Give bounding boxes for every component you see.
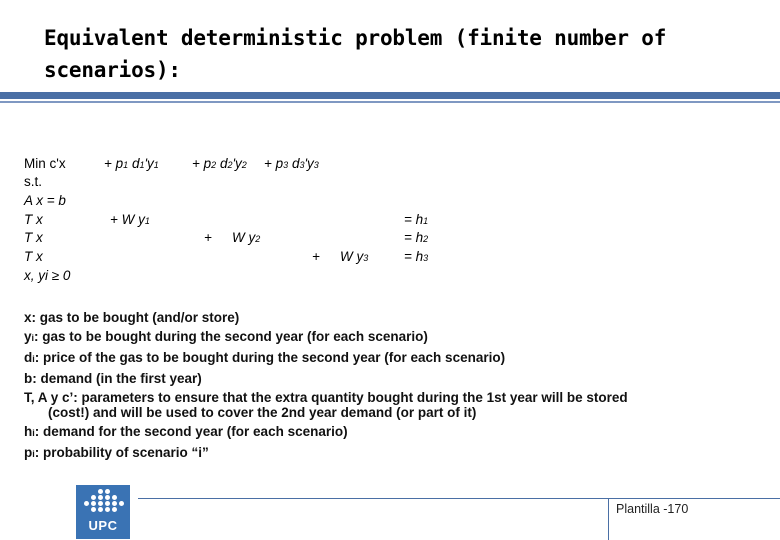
- definition-y: yi: gas to be bought during the second year (for each scenario): [24, 329, 428, 344]
- constraint-3-tx: T x: [24, 249, 43, 264]
- objective-term-3: + p3 d3'y3: [264, 156, 319, 171]
- footer-label: Plantilla -170: [616, 502, 689, 516]
- logo-dots-icon: [84, 489, 122, 515]
- logo-text: UPC: [88, 518, 118, 533]
- definitions-list: [24, 308, 764, 464]
- slide-title: Equivalent deterministic problem (finite number of scenarios):: [44, 26, 667, 82]
- objective-term-1: + p1 d1'y1: [104, 156, 159, 171]
- constraint-1-rhs: = h1: [404, 212, 429, 227]
- constraint-2-tx: T x: [24, 230, 43, 245]
- objective-label: Min c'x: [24, 156, 66, 171]
- definition-h: hi: demand for the second year (for each scenario): [24, 424, 348, 439]
- definition-parameters-continued: (cost!) and will be used to cover the 2nd year demand (or part of it): [48, 405, 477, 420]
- constraint-2-wy: W y2: [232, 230, 261, 245]
- objective-term-2: + p2 d2'y2: [192, 156, 247, 171]
- definition-parameters: T, A y c’: parameters to ensure that the extra quantity bought during the 1st year will be stored: [24, 390, 628, 405]
- definition-b: b: demand (in the first year): [24, 371, 202, 386]
- upc-logo: [76, 485, 130, 539]
- constraint-3-rhs: = h3: [404, 249, 429, 264]
- constraint-ax-b: A x = b: [24, 193, 66, 208]
- definition-p: pi: probability of scenario “i”: [24, 445, 209, 460]
- constraint-2-plus: +: [204, 230, 212, 245]
- header-rule-thin: [0, 101, 780, 103]
- constraint-1-tx: T x: [24, 212, 43, 227]
- constraint-2-rhs: = h2: [404, 230, 429, 245]
- constraint-3-wy: W y3: [340, 249, 369, 264]
- nonnegativity-constraint: x, yi ≥ 0: [24, 268, 71, 283]
- subject-to-label: s.t.: [24, 174, 43, 189]
- definition-d: di: price of the gas to be bought during the second year (for each scenario): [24, 350, 506, 365]
- constraint-1-wy: + W y1: [110, 212, 150, 227]
- header-rule: [0, 92, 780, 99]
- definition-x: x: gas to be bought (and/or store): [24, 310, 240, 325]
- constraint-3-plus: +: [312, 249, 320, 264]
